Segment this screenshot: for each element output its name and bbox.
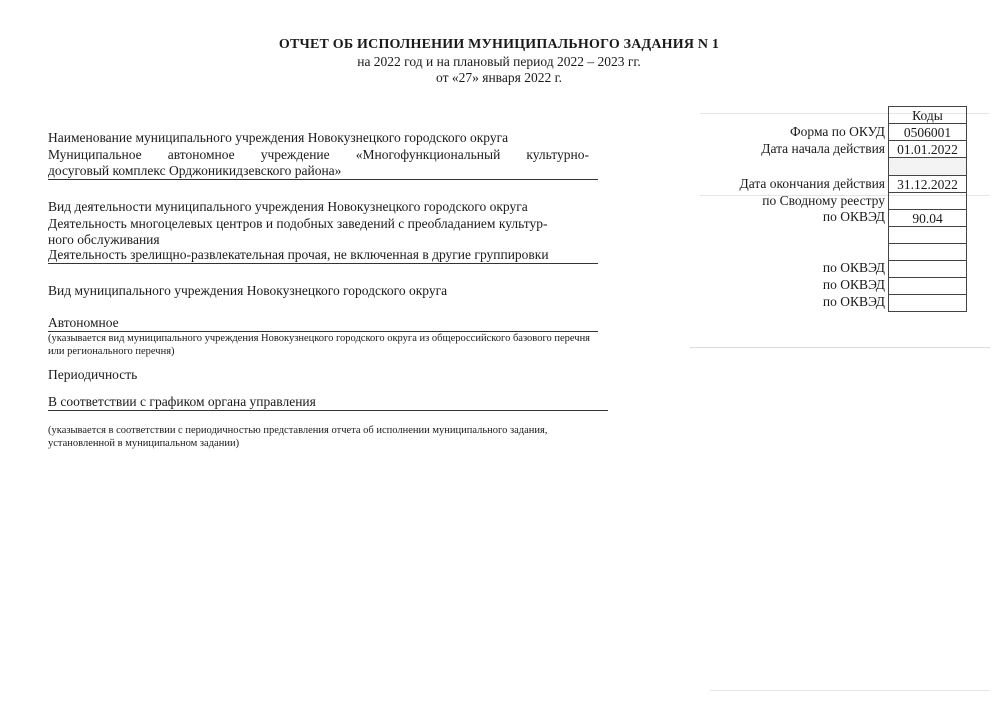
codes-row-label: Дата окончания действия	[739, 176, 885, 191]
periodicity-label: Периодичность	[48, 367, 138, 382]
activity-label: Вид деятельности муниципального учреждения Новокузнецкого городского округа	[48, 199, 528, 214]
institution-label: Наименование муниципального учреждения Новокузнецкого городского округа	[48, 130, 509, 145]
codes-row-label: Форма по ОКУД	[789, 124, 885, 139]
codes-cell	[889, 158, 967, 176]
type-label: Вид муниципального учреждения Новокузнецкого городского округа	[48, 283, 448, 298]
institution-name-line2: досуговый комплекс Орджоникидзевского района»	[48, 162, 598, 180]
activity-1-line2: ного обслуживания	[48, 232, 160, 247]
report-date: от «27» января 2022 г.	[436, 70, 562, 85]
report-period: на 2022 год и на плановый период 2022 – 2023 гг.	[357, 54, 641, 69]
codes-cell	[889, 244, 967, 261]
periodicity-value: В соответствии с графиком органа управления	[48, 393, 608, 411]
activity-2: Деятельность зрелищно-развлекательная прочая, не включенная в другие группировки	[48, 246, 598, 264]
codes-table	[888, 106, 967, 312]
scan-line	[690, 347, 990, 348]
codes-header: Коды	[889, 107, 967, 124]
codes-cell: 31.12.2022	[889, 176, 967, 193]
codes-cell	[889, 227, 967, 244]
codes-cell: 01.01.2022	[889, 141, 967, 158]
activity-1-line1: Деятельность многоцелевых центров и подобных заведений с преобладанием культур-	[48, 216, 548, 231]
codes-cell	[889, 193, 967, 210]
codes-cell	[889, 278, 967, 295]
codes-row-label: по ОКВЭД	[822, 294, 885, 309]
codes-row-label: по ОКВЭД	[822, 209, 885, 224]
codes-cell	[889, 261, 967, 278]
codes-cell	[889, 295, 967, 312]
scan-line	[710, 690, 990, 691]
type-note: (указывается вид муниципального учреждения Новокузнецкого городского округа из общероссийского базового перечня или регионального перечня)	[48, 333, 591, 357]
codes-row-label: по ОКВЭД	[822, 260, 885, 275]
codes-cell: 0506001	[889, 124, 967, 141]
codes-cell: 90.04	[889, 210, 967, 227]
codes-row-label: по Сводному реестру	[762, 193, 885, 208]
codes-row-label: по ОКВЭД	[822, 277, 885, 292]
report-title: ОТЧЕТ ОБ ИСПОЛНЕНИИ МУНИЦИПАЛЬНОГО ЗАДАНИЯ N 1	[278, 37, 720, 52]
periodicity-note: (указывается в соответствии с периодичностью представления отчета об исполнении муниципального задания, установленной в муниципальном задании)	[48, 425, 548, 449]
institution-name-line1: Муниципальное автономное учреждение «Многофункциональный культурно-	[48, 147, 589, 162]
codes-row-label: Дата начала действия	[761, 141, 885, 156]
type-value: Автономное	[48, 314, 598, 332]
